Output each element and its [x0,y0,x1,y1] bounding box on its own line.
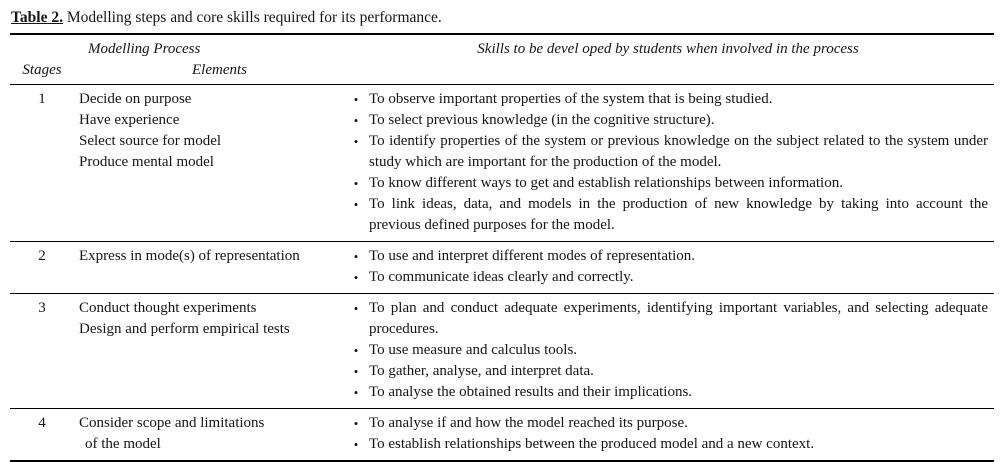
element-line: Have experience [79,112,180,128]
skill-item [343,246,992,267]
table-row-stage-4 [10,409,994,462]
skill-text: To observe important properties of the system that is being studied. [369,91,773,107]
skills-cell [342,242,994,294]
bullet-icon: • [353,343,359,358]
skills-cell [342,85,994,242]
element-line: Decide on purpose [79,91,192,107]
table-caption [10,6,994,33]
skill-item [343,131,992,173]
bullet-icon: • [353,249,359,264]
element-line: Conduct thought experiments [79,300,257,316]
table-caption-label: Table 2. [11,9,63,26]
header-spacer [10,39,74,60]
skill-item [343,298,992,340]
skill-text: To establish relationships between the produced model and a new context. [369,436,815,452]
elements-cell [74,242,342,294]
stage-number: 2 [38,248,46,264]
elements-cell [74,294,342,409]
element-line: Select source for model [79,133,222,149]
table-header [10,34,994,85]
bullet-icon: • [353,134,359,149]
skill-item [343,340,992,361]
modelling-table [10,33,994,462]
table-row-stage-2 [10,242,994,294]
bullet-icon: • [353,385,359,400]
table-row-stage-3 [10,294,994,409]
bullet-icon: • [353,197,359,212]
skill-item [343,361,992,382]
table-row-stage-1 [10,85,994,242]
element-line: Produce mental model [79,154,214,170]
skill-text: To analyse the obtained results and their implications. [369,384,693,400]
skill-text: To link ideas, data, and models in the production of new knowledge by taking into account the previous defined purposes for the model. [369,196,988,233]
element-line: Express in mode(s) of representation [79,248,300,264]
bullet-icon: • [353,437,359,452]
skill-item [343,382,992,403]
table-caption-text: Modelling steps and core skills required for its performance. [66,9,442,26]
header-skills-label: Skills to be devel oped by students when involved in the process [477,41,859,57]
element-line: Consider scope and limitations [79,415,265,431]
skill-text: To use measure and calculus tools. [369,342,578,358]
skill-text: To know different ways to get and establish relationships between information. [369,175,843,191]
elements-cell [74,409,342,462]
header-spacer [342,60,994,81]
skill-text: To use and interpret different modes of representation. [369,248,696,264]
elements-cell [74,85,342,242]
bullet-icon: • [353,113,359,128]
skill-item [343,110,992,131]
stage-number: 3 [38,300,46,316]
header-process-line1: Modelling Process [88,41,201,57]
skills-cell [342,294,994,409]
bullet-icon: • [353,301,359,316]
header-process-line2: Elements [192,62,247,78]
table-body [10,85,994,462]
skill-item [343,434,992,455]
bullet-icon: • [353,176,359,191]
skill-item [343,413,992,434]
header-stages-cell [10,34,74,85]
skill-item [343,267,992,288]
bullet-icon: • [353,416,359,431]
bullet-icon: • [353,364,359,379]
skill-text: To communicate ideas clearly and correctly. [369,269,634,285]
element-line: Design and perform empirical tests [79,321,290,337]
skill-text: To plan and conduct adequate experiments, identifying important variables, and selecting adequate procedures. [369,300,988,337]
element-line: of the model [85,436,161,452]
skill-text: To analyse if and how the model reached its purpose. [369,415,688,431]
header-elements-cell [74,34,342,85]
header-stages-label: Stages [22,62,62,78]
stage-number: 1 [38,91,46,107]
bullet-icon: • [353,270,359,285]
skills-cell [342,409,994,462]
skill-item [343,173,992,194]
skill-text: To select previous knowledge (in the cognitive structure). [369,112,715,128]
bullet-icon: • [353,92,359,107]
skill-item [343,89,992,110]
skill-text: To gather, analyse, and interpret data. [369,363,594,379]
stage-number: 4 [38,415,46,431]
skill-text: To identify properties of the system or previous knowledge on the subject related to the system under study which are important for the production of the model. [369,133,988,170]
skill-item [343,194,992,236]
header-row [10,34,994,85]
header-skills-cell [342,34,994,85]
